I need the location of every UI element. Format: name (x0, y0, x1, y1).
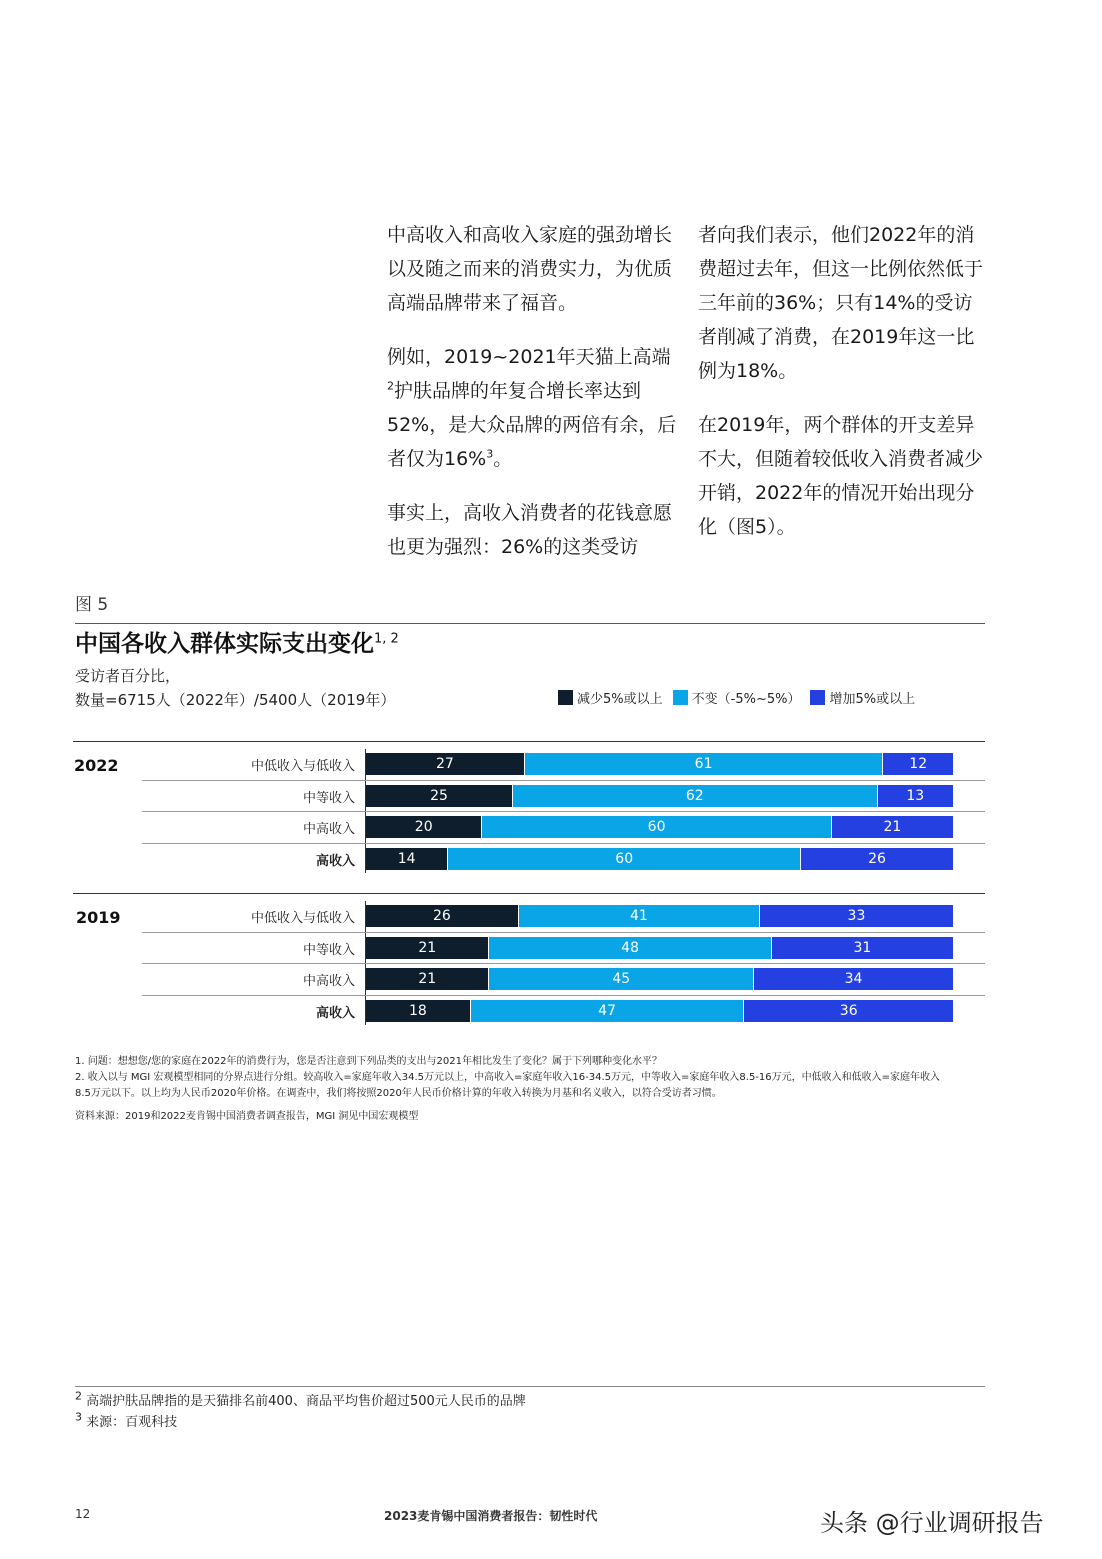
bar-segment-decrease: 25 (366, 785, 512, 807)
footnote: $^3$ 来源：百观科技 (75, 1410, 178, 1430)
row-divider (142, 843, 985, 844)
row-label: 高收入 (315, 1005, 355, 1021)
row-label: 中低收入与低收入 (250, 911, 355, 926)
row-divider (142, 995, 985, 996)
legend-swatch (810, 690, 825, 705)
bar-segment-increase: 26 (801, 848, 953, 870)
bar-segment-unchanged: 60 (448, 848, 800, 870)
bar-segment-decrease: 14 (366, 848, 447, 870)
bar-segment-decrease: 21 (366, 968, 488, 990)
figure-label: 图 5 (75, 595, 109, 615)
paragraph: 中高收入和高收入家庭的强劲增长以及随之而来的消费实力，为优质高端品牌带来了福音。 (387, 224, 673, 314)
legend-item (673, 688, 801, 707)
group-divider (73, 893, 985, 894)
footnote: $^2$ 高端护肤品牌指的是天猫排名前400、商品平均售价超过500元人民币的品牌 (75, 1389, 526, 1409)
chart-notes (75, 1054, 955, 1102)
bar-segment-unchanged: 45 (489, 968, 753, 990)
body-column-right (698, 218, 988, 564)
bar-segment-increase: 21 (832, 816, 953, 838)
bar-segment-increase: 13 (878, 785, 953, 807)
row-label: 中低收入与低收入 (250, 759, 355, 774)
note: 2. 收入以与 MGI 宏观模型相同的分界点进行分组。较高收入=家庭年收入34.5万元以上，中高收入=家庭年收入16-34.5万元，中等收入=家庭年收入8.5-16万元，中低收入和低收入=家庭年收入8.5万元以下。以上均为人民币2020年价格。在调查中，我们将按照2020年人民币价格计算的年收入转换为月基和名义收入，以符合受访者习惯。 (75, 1072, 941, 1099)
bar-segment-decrease: 27 (366, 753, 524, 775)
group-divider (73, 741, 985, 742)
source-note: 资料来源：2019和2022麦肯锡中国消费者调查报告，MGI 洞见中国宏观模型 (75, 1111, 419, 1122)
bar-segment-unchanged: 62 (513, 785, 877, 807)
legend-label: 增加5%或以上 (829, 692, 916, 707)
chart-legend (558, 688, 915, 707)
divider (75, 623, 985, 624)
watermark: 头条 @行业调研报告 (820, 1509, 1044, 1537)
footnotes (75, 1391, 526, 1433)
bar-segment-decrease: 20 (366, 816, 481, 838)
bar-segment-decrease: 26 (366, 905, 518, 927)
bar-segment-increase: 34 (754, 968, 953, 990)
bar-segment-unchanged: 48 (489, 937, 770, 959)
bar-segment-increase: 36 (744, 1000, 953, 1022)
bar-segment-decrease: 21 (366, 937, 488, 959)
row-label: 中等收入 (302, 942, 355, 958)
bar-segment-unchanged: 61 (525, 753, 883, 775)
bar-segment-decrease: 18 (366, 1000, 470, 1022)
note: 1. 问题：想想您/您的家庭在2022年的消费行为，您是否注意到下列品类的支出与2021年相比发生了变化？属于下列哪种变化水平？ (75, 1056, 662, 1067)
legend-item (558, 688, 663, 707)
row-divider (142, 811, 985, 812)
row-label: 中等收入 (302, 790, 355, 806)
bar-segment-increase: 33 (760, 905, 953, 927)
row-divider (142, 963, 985, 964)
paragraph: 例如，2019~2021年天猫上高端$^2$护肤品牌的年复合增长率达到52%，是大众品牌的两倍有余，后者仅为16%$^3$。 (387, 346, 677, 470)
chart-subtitle: 受访者百分比， 数量=6715人（2022年）/5400人（2019年） (75, 667, 396, 709)
legend-swatch (558, 690, 573, 705)
paragraph: 在2019年，两个群体的开支差异不大，但随着较低收入消费者减少开销，2022年的情况开始出现分化（图5）。 (698, 414, 984, 538)
paragraph: 者向我们表示，他们2022年的消费超过去年，但这一比例依然低于三年前的36%；只有14%的受访者削减了消费，在2019年这一比例为18%。 (698, 224, 984, 382)
bar-segment-increase: 12 (883, 753, 953, 775)
page-number: 12 (75, 1507, 91, 1521)
year-label: 2022 (74, 756, 119, 775)
row-label: 中高收入 (302, 974, 355, 989)
report-title: 2023麦肯锡中国消费者报告：韧性时代 (384, 1509, 598, 1523)
legend-swatch (673, 690, 688, 705)
row-divider (142, 780, 985, 781)
row-divider (142, 932, 985, 933)
legend-label: 不变（-5%~5%） (691, 692, 801, 707)
bar-segment-unchanged: 41 (519, 905, 759, 927)
chart-title: 中国各收入群体实际支出变化$^{1, 2}$ (75, 631, 399, 657)
paragraph: 事实上，高收入消费者的花钱意愿也更为强烈：26%的这类受访 (387, 502, 673, 558)
divider (75, 1386, 985, 1387)
row-label: 高收入 (315, 853, 355, 869)
legend-label: 减少5%或以上 (577, 692, 663, 707)
legend-item (810, 688, 915, 707)
year-label: 2019 (76, 908, 121, 927)
bar-segment-increase: 31 (772, 937, 953, 959)
bar-segment-unchanged: 60 (482, 816, 830, 838)
bar-segment-unchanged: 47 (471, 1000, 744, 1022)
row-label: 中高收入 (302, 822, 355, 837)
body-column-left (387, 218, 677, 584)
